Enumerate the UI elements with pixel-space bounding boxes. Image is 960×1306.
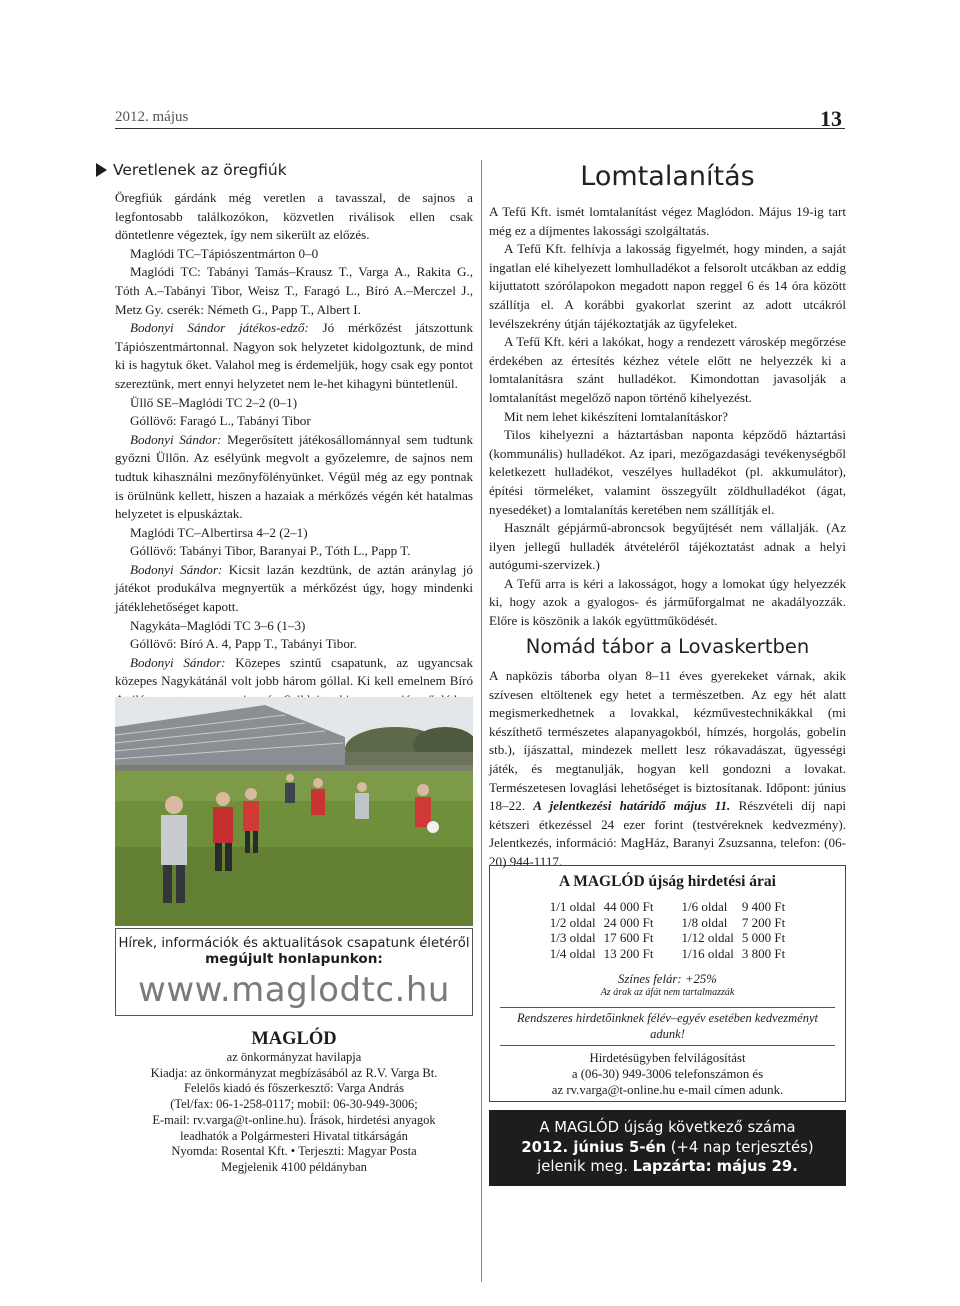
price-cell: 24 000 Ft [603,914,654,930]
size-cell: 1/2 oldal [549,914,596,930]
ad-prices-box [489,865,846,1102]
website-promo-box [115,928,473,1016]
price-cell: 9 400 Ft [741,899,786,914]
match-2-heading: Üllő SE–Maglódi TC 2–2 (0–1) [130,394,298,410]
coach-name: Bodonyi Sándor játékos-edző: [130,320,309,336]
spacer-cell [658,946,678,962]
nomad-camp-body [489,667,846,872]
ad-info-line: Hirdetésügyben felvilágosítást [589,1051,746,1066]
imprint [115,1028,473,1176]
triangle-bullet-icon [96,163,107,177]
ad-prices-title: A MAGLÓD újság hirdetési árai [559,873,776,890]
size-cell: 1/12 oldal [681,930,734,946]
lomt-paragraph: Tilos kihelyezni a háztartásban naponta képződő háztartási (kommunális) hulladékot. Az ipari, mezőgazdasági tevékenységből keletkezett hulladékot, veszélyes hulladékot (pl. akkumulátor), építési törmeléket, valamint összegyűlt zöldhulladékot (ágat, nyesedéket) a lomtalanítás keretében nem szállítják el. [489,427,846,517]
nomad-paragraph [489,667,846,872]
size-cell: 1/3 oldal [549,930,596,946]
match-4-heading: Nagykáta–Maglódi TC 3–6 (1–3) [130,617,306,633]
comment-text: Jó mérkőzést játszottunk Tápiószentmártonnal. Nagyon sok helyzetet kidolgoztunk, de mind ki is hagytuk őket. Valahol meg is érdemeljük, hogy csak egy pontot szereztünk, mert ennyi helyzetet nem le-het kihagyni büntetlenül. [115,320,473,391]
website-promo-subline: megújult honlapunkon: [205,951,383,967]
imprint-line: Kiadja: az önkormányzat megbízásából az R.V. Varga Bt. [150,1065,438,1080]
page-number: 13 [820,106,842,131]
article-title-text: Veretlenek az öregfiúk [113,161,287,179]
spacer-cell [658,930,678,946]
next-issue-box [489,1110,846,1186]
match-3-heading: Maglódi TC–Albertirsa 4–2 (2–1) [130,524,308,540]
price-cell: 3 800 Ft [741,945,786,961]
lomt-paragraph: Használt gépjármű-abroncsok begyűjtését nem vállalják. (Az ilyen jellegű hulladék átvételéről tájékoztatást adnak a helyi autógumi-szervizek.) [489,520,846,573]
match-2-comment [115,431,473,524]
ad-info-line: az rv.varga@t-online.hu e-mail címen adunk. [551,1082,784,1097]
ad-prices-table-wrap [490,899,845,961]
lomt-paragraph: A Tefű Kft. ismét lomtalanítást végez Maglódon. Május 19-ig tart még ez a díjmentes lakossági szolgáltatás. [489,204,846,238]
intro-paragraph: Öregfiúk gárdánk még veretlen a tavasszal, de sajnos a legfontosabb találkozókon, közvetlen riválisok ellen csak döntetlenre végeztek, így nem sikerült az előzés. [115,190,473,243]
match-3-comment [115,561,473,617]
header-rule [115,128,845,129]
imprint-line: az önkormányzat havilapja [226,1050,362,1064]
price-cell: 7 200 Ft [741,914,786,930]
comment-text: Kicsit lazán kezdtünk, de aztán aránylag jó játékot produkálva megnyertük a mérkőzést úgy, hogy mindenki játéklehetőséget kapott. [115,561,473,615]
next-issue-text: jelenik meg. [537,1158,633,1176]
comment-text: Közepes szintű csapatunk, az ugyancsak közepes Nagykátánál volt jobb három góllal. Ki kell emelnem Bíró [115,654,473,689]
issue-date: 2012. május [115,109,189,125]
coach-name: Bodonyi Sándor: [130,431,222,447]
next-issue-date: 2012. június 5-én [521,1138,667,1156]
size-cell: 1/1 oldal [549,899,596,914]
football-article-body [115,189,473,748]
article-title-football [96,161,287,179]
match-4-scorers: Góllövő: Bíró A. 4, Papp T., Tabányi Tibor. [130,636,357,652]
match-1-heading: Maglódi TC–Tápiószentmárton 0–0 [130,245,319,261]
coach-name: Bodonyi Sándor: [130,654,226,670]
color-surcharge: Színes felár: +25% [618,972,717,987]
spacer-cell [658,915,678,931]
imprint-line: leadhatók a Polgármesteri Hivatal titkárságán [180,1128,408,1143]
football-match-photo [115,697,473,926]
lomtalanitas-title: Lomtalanítás [580,161,755,192]
table-row [546,899,789,915]
size-cell: 1/16 oldal [681,945,734,961]
nomad-camp-title: Nomád tábor a Lovaskertben [525,635,810,658]
deadline-label: Lapzárta: május 29. [632,1158,798,1176]
size-cell: 1/8 oldal [681,914,728,930]
nomad-text-after: Részvételi díj napi kétszeri étkezéssel 24 ezer forint (testvéreknek kedvezmény). Jelentkezés, információ: MagHáz, Baranyi Zsuzsanna, telefon: (06-20) 944-1117. [489,798,847,869]
size-cell: 1/4 oldal [549,945,596,961]
imprint-line: (Tel/fax: 06-1-258-0117; mobil: 06-30-949-3006; [170,1097,418,1112]
imprint-line: Felelős kiadó és főszerkesztő: Varga András [184,1081,404,1096]
spacer-cell [658,899,678,915]
lomt-paragraph: A Tefű Kft. kéri a lakókat, hogy a rendezett városkép megőrzése érdekében az értesítés kézhez vétele előtt ne helyezzék ki a lomtalanításra szánt hulladékot. Kimondottan javasolják a lomtalanítást megelőző napon történő kihelyezést. [489,334,846,405]
imprint-line: Megjelenik 4100 példányban [221,1159,367,1174]
lomtalanitas-body [489,203,846,631]
price-cell: 44 000 Ft [603,899,654,914]
lomt-paragraph: A Tefű arra is kéri a lakosságot, hogy a lomokat úgy helyezzék ki, hogy azok a gyalogos- és járműforgalmat ne akadályozzák. Előre is köszönik a lakók együttműködését. [489,575,846,629]
discount-note: Rendszeres hirdetőinknek félév–egyév esetében kedvezményt adunk! [500,1007,835,1046]
lomt-paragraph: A Tefű Kft. felhívja a lakosság figyelmét, hogy minden, a saját ingatlan elé kihelyezett lomhulladékot a felsorolt utcákban az eddig kijuttatott szórólapokon megadott napon reggel 6 és 14 óra között szállítja el. A korábbi gyakorlat szerint az adott utcákról levélszekrény útján tájékoztatják az ügyfeleket. [489,241,846,331]
next-issue-line: A MAGLÓD újság következő száma [539,1119,796,1136]
next-issue-deadline-line [489,1157,846,1177]
table-row [546,946,789,962]
vat-note: Az árak az áfát nem tartalmazzák [600,987,735,999]
imprint-title: MAGLÓD [251,1029,337,1049]
match-1-comment [115,319,473,393]
price-cell: 17 600 Ft [603,930,654,946]
nomad-deadline: A jelentkezési határidő május 11. [533,798,731,814]
coach-name: Bodonyi Sándor: [130,561,223,577]
next-issue-date-line [489,1138,846,1158]
table-row [546,930,789,946]
price-cell: 5 000 Ft [741,930,786,946]
imprint-line: Nyomda: Rosental Kft. • Terjeszti: Magyar Posta [171,1144,417,1159]
lomt-question: Mit nem lehet kikészíteni lomtalanításkor? [504,408,728,424]
price-cell: 13 200 Ft [603,945,654,961]
website-url[interactable]: www.maglodtc.hu [138,970,450,1010]
match-1-lineup: Maglódi TC: Tabányi Tamás–Krausz T., Varga A., Rakita G., Tóth A.–Tabányi Tibor, Weisz T., Faragó L., Bíró A.–Merczel J., Metz Gy. cserék: Németh G., Papp T., Albert I. [115,264,473,317]
ad-prices-table [546,899,789,961]
website-promo-line: Hírek, információk és aktualitások csapatunk életéről [118,936,470,951]
match-3-scorers: Góllövő: Tabányi Tibor, Baranyai P., Tóth L., Papp T. [130,543,411,559]
ad-info-line: a (06-30) 949-3006 telefonszámon és [571,1066,764,1081]
column-divider [481,160,482,1282]
photo-illustration [115,697,473,926]
comment-text: Megerősített játékosállománnyal sem tudtunk győzni Üllőn. Az esélyünk megvolt a győzelemre, de sajnos nem tudtuk kihasználni mezőnyfölényünket. Végül még az egy pontnak is örülnünk kellett, hiszen a hazaiak a mérkőzés végén két hatalmas helyzetet is elpuskáztak. [115,431,473,522]
ad-contact-info [490,1051,845,1098]
match-2-scorers: Góllövő: Faragó L., Tabányi Tibor [130,413,311,429]
next-issue-date-note: (+4 nap terjesztés) [666,1138,814,1156]
table-row [546,915,789,931]
size-cell: 1/6 oldal [681,899,728,914]
nomad-text: A napközis táborba olyan 8–11 éves gyerekeket várnak, akik szívesen eltöltenek egy hetet a természetben. Az egy hét alatt megismerkedhetnek a lovakkal, kézművestechnikákkal (mi készíthető természetes alapanyagokból, hímzés, horgolás, gobelin stb.), íjászattal, mindezek mellett lesz rókavadászat, ügyességi játék, és megtanulják, hogyan kell gondozni a lovakat. Természetesen lovaglási lehetőséget is biztosítanak. Időpont: június 18–22. [489,668,846,814]
imprint-line: E-mail: rv.varga@t-online.hu). Írások, hirdetési anyagok [152,1112,436,1127]
